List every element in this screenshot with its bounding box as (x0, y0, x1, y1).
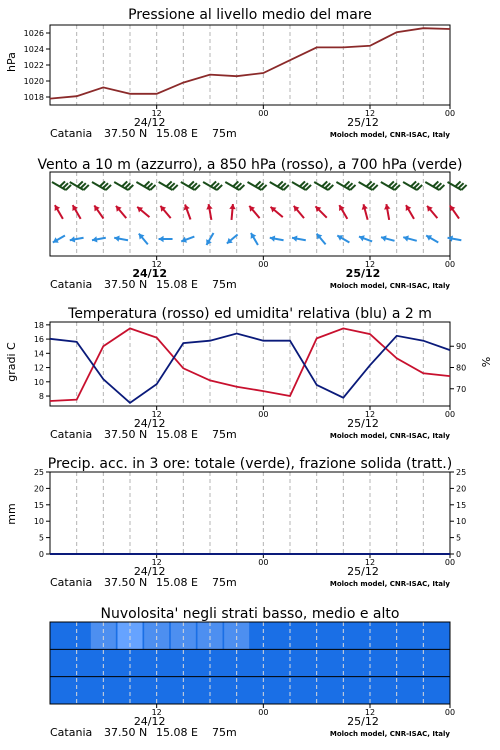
wind-barb-700 (92, 181, 111, 190)
y-tick-label: 8 (38, 392, 44, 402)
location-lon: 15.08 E (156, 278, 198, 291)
wind-arrow-10m (292, 236, 306, 242)
credit-label: Moloch model, CNR-ISAC, Italy (329, 131, 450, 139)
temperature-series (50, 328, 450, 402)
y-tick-label: 18 (33, 320, 44, 330)
x-tick-label: 12 (364, 708, 376, 717)
wind-xticks (152, 256, 456, 269)
date-label: 24/12 (133, 417, 166, 430)
location-alt: 75m (212, 428, 237, 441)
y-tick-label: 12 (33, 363, 44, 373)
x-tick-label: 12 (364, 410, 376, 419)
pressure-series (50, 28, 450, 98)
date-label: 24/12 (133, 565, 166, 578)
location-lat: 37.50 N (104, 127, 148, 140)
clouds-panel (50, 606, 455, 739)
x-tick-label: 12 (151, 109, 162, 118)
location-name: Catania (50, 428, 93, 441)
wind-arrow-850 (206, 204, 212, 220)
wind-barb-700 (203, 181, 222, 190)
y-tick-label: 10 (33, 517, 44, 527)
location-lon: 15.08 E (156, 726, 198, 739)
y-tick-label: 1020 (23, 77, 44, 86)
clouds-title: Nuvolosita' negli strati basso, medio e alto (100, 606, 400, 622)
pressure-yticks (24, 29, 50, 102)
precip-yticks-right (450, 468, 466, 559)
wind-barb-700 (403, 181, 422, 190)
pressure-frame (50, 25, 450, 105)
y-tick-label: 10 (33, 377, 44, 387)
temperature-panel (5, 306, 493, 441)
wind-arrow-10m (403, 235, 417, 241)
wind-arrow-850 (229, 204, 235, 220)
y-tick-label: 5 (38, 533, 44, 543)
y-tick-label: 0 (38, 550, 44, 559)
wind-arrow-850 (55, 205, 63, 219)
y-tick-label: 1026 (23, 29, 44, 38)
x-tick-label: 00 (444, 260, 456, 269)
x-tick-label: 12 (364, 109, 376, 118)
date-label: 25/12 (347, 715, 379, 728)
x-tick-label: 00 (444, 410, 456, 419)
wind-arrow-850 (160, 206, 170, 218)
precip-xticks (152, 554, 456, 567)
wind-arrow-10m (206, 233, 213, 245)
wind-arrow-10m (92, 236, 106, 242)
x-tick-label: 00 (444, 558, 456, 567)
location-alt: 75m (212, 278, 237, 291)
location-name: Catania (50, 726, 93, 739)
wind-arrow-850 (362, 204, 368, 219)
temperature-xticks (152, 406, 456, 419)
x-tick-label: 00 (258, 708, 269, 717)
temperature-frame (50, 322, 450, 406)
wind-footer (50, 267, 450, 291)
y-tick-label: 90 (456, 342, 467, 352)
wind-arrow-10m (159, 236, 173, 242)
wind-panel (37, 157, 466, 291)
wind-barb-700 (359, 181, 378, 190)
date-label: 24/12 (133, 116, 166, 129)
location-lat: 37.50 N (104, 278, 148, 291)
y-tick-label: 80 (456, 363, 467, 373)
location-lat: 37.50 N (104, 726, 148, 739)
location-alt: 75m (212, 726, 237, 739)
y-tick-label: 15 (33, 500, 44, 510)
wind-arrow-10m (270, 236, 284, 242)
y-tick-label: 14 (33, 349, 44, 359)
pressure-ylabel: hPa (5, 52, 18, 72)
arrow-head (381, 235, 387, 241)
temperature-footer (50, 417, 450, 441)
temperature-line (50, 328, 450, 401)
y-tick-label: 1024 (23, 45, 44, 54)
location-lon: 15.08 E (156, 428, 198, 441)
clouds-series (50, 622, 450, 704)
date-label: 25/12 (347, 116, 379, 129)
y-tick-label: 25 (33, 468, 44, 477)
y-tick-label: 1022 (23, 61, 44, 70)
wind-arrow-850 (137, 207, 149, 217)
date-label: 25/12 (345, 267, 381, 280)
wind-arrow-10m (53, 236, 65, 243)
y-tick-label: 25 (456, 468, 467, 477)
y-tick-label: 1018 (23, 93, 44, 102)
x-tick-label: 12 (151, 708, 162, 717)
wind-arrow-850 (116, 206, 126, 218)
wind-arrow-10m (426, 235, 438, 242)
wind-arrow-850 (294, 206, 304, 218)
wind-arrow-850 (184, 204, 191, 219)
location-lon: 15.08 E (156, 576, 198, 589)
y-tick-label: 70 (456, 384, 467, 394)
location-lat: 37.50 N (104, 428, 148, 441)
precip-panel (5, 456, 466, 589)
temperature-ylabel: gradi C (5, 342, 18, 382)
x-tick-label: 00 (444, 109, 456, 118)
temperature-title: Temperatura (rosso) ed umidita' relativa (blu) a 2 m (68, 306, 432, 322)
wind-barb-700 (270, 181, 289, 190)
x-tick-label: 00 (258, 260, 269, 269)
wind-arrow-850 (94, 205, 103, 218)
wind-arrow-850 (249, 206, 259, 218)
x-tick-label: 00 (258, 109, 269, 118)
wind-barb-700 (425, 181, 444, 190)
date-label: 25/12 (347, 565, 379, 578)
location-name: Catania (50, 576, 93, 589)
wind-barb-700 (136, 181, 155, 190)
date-label: 24/12 (132, 267, 167, 280)
credit-label: Moloch model, CNR-ISAC, Italy (329, 730, 450, 738)
location-name: Catania (50, 278, 93, 291)
wind-arrow-10m (317, 234, 326, 245)
pressure-footer (50, 116, 450, 140)
x-tick-label: 00 (258, 558, 269, 567)
x-tick-label: 12 (151, 410, 162, 419)
pressure-line (50, 28, 450, 98)
precip-footer (50, 565, 450, 589)
y-tick-label: 20 (456, 484, 467, 494)
clouds-xticks (152, 704, 456, 717)
wind-title: Vento a 10 m (azzurro), a 850 hPa (rosso), a 700 hPa (verde) (37, 157, 463, 173)
wind-arrow-10m (114, 236, 128, 242)
date-label: 25/12 (347, 417, 379, 430)
humidity-yticks (450, 342, 466, 394)
y-tick-label: 10 (456, 517, 467, 527)
precip-frame (50, 472, 450, 554)
humidity-ylabel: % (480, 356, 493, 368)
wind-barb-700 (292, 181, 311, 190)
x-tick-label: 00 (444, 708, 456, 717)
y-tick-label: 5 (456, 533, 462, 543)
credit-label: Moloch model, CNR-ISAC, Italy (329, 580, 450, 588)
wind-arrow-850 (427, 206, 437, 218)
wind-arrow-10m (227, 235, 238, 244)
wind-barb-700 (225, 181, 244, 190)
wind-arrow-850 (384, 204, 390, 220)
arrow-head (403, 235, 409, 241)
location-alt: 75m (212, 576, 237, 589)
temperature-yticks (34, 321, 50, 401)
x-tick-label: 12 (151, 558, 162, 567)
wind-arrow-10m (139, 234, 148, 245)
wind-arrow-850 (406, 205, 414, 219)
wind-barb-700 (159, 181, 178, 190)
precip-yticks (34, 468, 50, 559)
x-tick-label: 12 (364, 558, 376, 567)
arrow-head (229, 204, 235, 209)
wind-series (52, 181, 467, 245)
arrow-head (362, 204, 368, 210)
y-tick-label: 15 (456, 500, 467, 510)
wind-barb-700 (70, 181, 89, 190)
wind-arrow-850 (271, 207, 283, 217)
pressure-panel (5, 7, 455, 140)
x-tick-label: 12 (151, 260, 162, 269)
y-tick-label: 16 (33, 335, 44, 345)
humidity-line (50, 334, 450, 403)
location-lon: 15.08 E (156, 127, 198, 140)
x-tick-label: 00 (258, 410, 269, 419)
credit-label: Moloch model, CNR-ISAC, Italy (329, 432, 450, 440)
precip-title: Precip. acc. in 3 ore: totale (verde), frazione solida (tratt.) (47, 456, 453, 472)
pressure-title: Pressione al livello medio del mare (128, 7, 372, 23)
date-label: 24/12 (133, 715, 166, 728)
y-tick-label: 20 (33, 484, 44, 494)
clouds-footer (50, 715, 450, 739)
wind-arrow-850 (450, 205, 459, 218)
wind-arrow-10m (251, 233, 258, 245)
precip-ylabel: mm (5, 503, 18, 525)
wind-arrow-10m (381, 235, 395, 241)
wind-barb-700 (336, 181, 355, 190)
y-tick-label: 0 (456, 550, 462, 559)
location-alt: 75m (212, 127, 237, 140)
pressure-xticks (152, 105, 456, 118)
precip-grid (77, 472, 424, 554)
location-name: Catania (50, 127, 93, 140)
x-tick-label: 12 (364, 260, 376, 269)
wind-barb-700 (52, 181, 71, 190)
arrow-head (159, 236, 164, 242)
location-lat: 37.50 N (104, 576, 148, 589)
credit-label: Moloch model, CNR-ISAC, Italy (329, 282, 450, 290)
